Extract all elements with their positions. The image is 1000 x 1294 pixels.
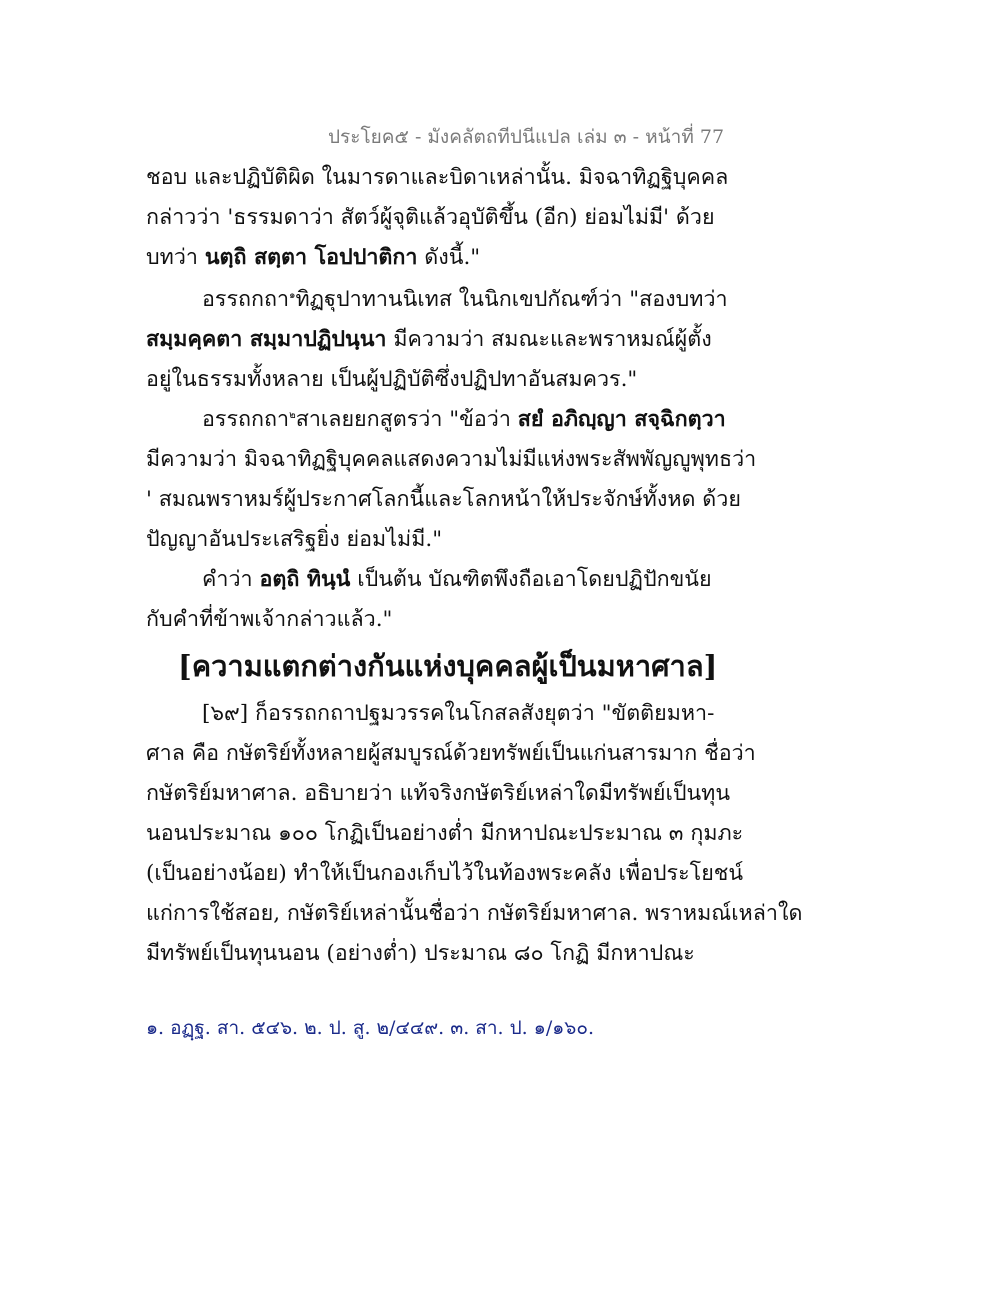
- pali-term: อตฺถิ ทินฺนํ: [259, 567, 351, 592]
- text-line-15: กษัตริย์มหาศาล. อธิบายว่า แท้จริงกษัตริย์เหล่าใดมีทรัพย์เป็นทุน: [146, 781, 731, 806]
- text-line-7: [202, 402, 726, 436]
- text-line-9: ' สมณพราหมร์ผู้ประกาศโลกนี้และโลกหน้าให้ประจักษ์ทั้งหด ด้วย: [146, 487, 741, 512]
- text-plain: อรรถกถา: [202, 287, 290, 312]
- text-line-4: [202, 282, 728, 316]
- text-plain: เป็นต้น บัณฑิตพึงถือเอาโดยปฏิปักขนัย: [350, 567, 712, 592]
- footnote-marker: ๑: [289, 289, 296, 301]
- text-line-16: นอนประมาณ ๑๐๐ โกฏิเป็นอย่างต่ำ มีกหาปณะประมาณ ๓ กุมภะ: [146, 821, 744, 846]
- section-heading: [ความแตกต่างกันแห่งบุคคลผู้เป็นมหาศาล]: [178, 649, 718, 683]
- text-line-17: (เป็นอย่างน้อย) ทำให้เป็นกองเก็บไว้ในท้องพระคลัง เพื่อประโยชน์: [146, 861, 744, 886]
- text-line-1: ชอบ และปฏิบัติผิด ในมารดาและบิดาเหล่านั้น. มิจฉาทิฏฐิบุคคล: [146, 165, 729, 190]
- text-line-8: มีความว่า มิจฉาทิฏฐิบุคคลแสดงความไม่มีแห่งพระสัพพัญญูพุทธว่า: [146, 447, 757, 472]
- text-line-19: มีทรัพย์เป็นทุนนอน (อย่างต่ำ) ประมาณ ๘๐ โกฏิ มีกหาปณะ: [146, 941, 695, 966]
- pali-term: สยํ อภิญฺญา สจฺฉิกตฺวา: [517, 407, 726, 432]
- text-plain: บทว่า: [146, 245, 205, 270]
- text-plain: มีความว่า สมณะและพราหมณ์ผู้ตั้ง: [386, 327, 712, 352]
- text-line-18: แก่การใช้สอย, กษัตริย์เหล่านั้นชื่อว่า กษัตริย์มหาศาล. พราหมณ์เหล่าใด: [146, 901, 803, 926]
- text-line-3: [146, 240, 480, 274]
- text-line-5: [146, 322, 712, 356]
- page-header: ประโยค๕ - มังคลัตถทีปนีแปล เล่ม ๓ - หน้าที่ 77: [328, 126, 725, 148]
- text-plain: สาเลยยกสูตรว่า "ข้อว่า: [295, 407, 518, 432]
- text-plain: คำว่า: [202, 567, 260, 592]
- text-plain: อรรถกถา: [202, 407, 290, 432]
- text-plain: ทิฏฐุปาทานนิเทส ในนิกเขปกัณฑ์ว่า "สองบทว่า: [295, 287, 728, 312]
- text-plain: ดังนี้.": [417, 245, 481, 270]
- text-line-6: อยู่ในธรรมทั้งหลาย เป็นผู้ปฏิบัติซึ่งปฏิปทาอันสมควร.": [146, 367, 638, 392]
- text-line-13: [๖๙] ก็อรรถกถาปฐมวรรคในโกสลสังยุตว่า "ขัตติยมหา-: [202, 701, 715, 726]
- pali-term: สมฺมคฺคตา สมฺมาปฏิปนฺนา: [146, 327, 387, 352]
- text-line-11: [202, 562, 712, 596]
- text-line-14: ศาล คือ กษัตริย์ทั้งหลายผู้สมบูรณ์ด้วยทรัพย์เป็นแก่นสารมาก ชื่อว่า: [146, 741, 756, 766]
- text-line-2: กล่าวว่า 'ธรรมดาว่า สัตว์ผู้จุติแล้วอุบัติขึ้น (อีก) ย่อมไม่มี' ด้วย: [146, 205, 715, 230]
- footnotes: ๑. อฏฺฐ. สา. ๕๔๖. ๒. ป. สู. ๒/๔๔๙. ๓. สา. ป. ๑/๑๖๐.: [146, 1017, 594, 1039]
- pali-term: นตฺถิ สตฺตา โอปปาติกา: [204, 245, 418, 270]
- footnote-marker: ๒: [289, 409, 296, 421]
- text-line-12: กับคำที่ข้าพเจ้ากล่าวแล้ว.": [146, 607, 393, 632]
- text-line-10: ปัญญาอันประเสริฐยิ่ง ย่อมไม่มี.": [146, 527, 443, 552]
